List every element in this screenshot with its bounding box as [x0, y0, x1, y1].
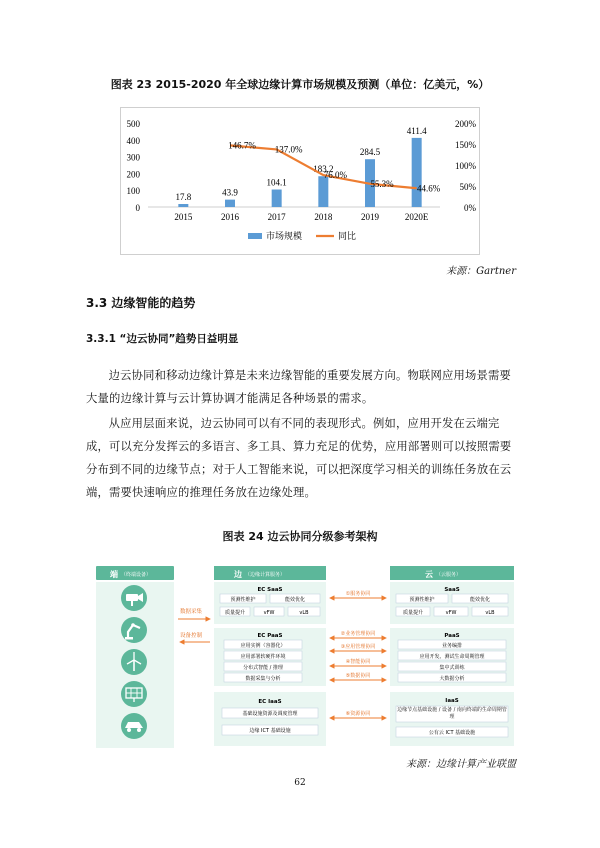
- edge-iaas-item: 基础设施资源及调度管理: [242, 711, 298, 717]
- edge-paas-item: 应用部署软硬件环境: [240, 654, 286, 660]
- edge-head-char: 边: [234, 570, 242, 579]
- x-axis-tick-label: 2017: [267, 212, 286, 222]
- collaboration-arrows: [330, 590, 386, 718]
- edge-cloud-architecture-diagram: [94, 562, 518, 752]
- right-axis-tick-label: 150%: [455, 140, 476, 150]
- bar: [318, 176, 328, 207]
- cloud-saas-item: vFW: [445, 610, 457, 616]
- edge-saas-item: 预测性维护: [230, 597, 256, 603]
- cloud-paas-item: 业务编排: [441, 643, 463, 649]
- cloud-iaas-item: 边缘节点基础设施 / 设备 / 南向终端的生命周期管理: [397, 707, 507, 720]
- edge-column: [214, 566, 326, 746]
- cloud-saas-title: SaaS: [444, 587, 460, 593]
- market-size-chart: [120, 107, 480, 255]
- camera-icon: [121, 585, 147, 611]
- left-axis-tick-label: 0: [135, 203, 140, 213]
- line-data-label: 146.7%: [228, 140, 256, 151]
- cloud-column: [390, 566, 514, 746]
- wind-turbine-icon: [121, 649, 147, 675]
- x-axis-tick-label: 2015: [174, 212, 193, 222]
- paragraph-1: 边云协同和移动边缘计算是未来边缘智能的重要发展方向。物联网应用场景需要大量的边缘计算与云计算协调才能满足各种场景的需求。: [86, 369, 511, 405]
- figure-23-title: 图表 23 2015-2020 年全球边缘计算市场规模及预测（单位：亿美元，%）: [110, 78, 490, 91]
- bar-data-label: 284.5: [359, 147, 381, 158]
- cloud-paas-item: 应用开发、测试生命周期管理: [419, 654, 485, 660]
- data-sync-label: ⑤数据协同: [345, 673, 371, 679]
- edge-paas-item: 应用实例（容器化）: [240, 643, 286, 649]
- line-data-label: 44.6%: [417, 183, 441, 194]
- line-data-label: 76.0%: [323, 170, 347, 181]
- legend-bar-label: 市场规模: [266, 231, 303, 241]
- cloud-saas-item: 预测性维护: [409, 597, 435, 603]
- data-collection-label: 数据采集: [180, 609, 203, 615]
- bar-data-label: 104.1: [266, 177, 287, 188]
- edge-saas-item: vLB: [299, 610, 309, 616]
- cloud-head-sub: （云服务）: [436, 572, 462, 578]
- edge-paas-item: 数据采集与分析: [245, 676, 281, 682]
- cloud-paas-item: 大数据分析: [439, 676, 465, 682]
- device-control-label: 设备控制: [180, 633, 203, 639]
- bar: [272, 190, 282, 207]
- service-sync-label: ①服务协同: [345, 591, 371, 597]
- line-data-label: 137.0%: [274, 144, 303, 155]
- figure-24-title: 图表 24 边云协同分级参考架构: [222, 530, 378, 543]
- left-axis-tick-label: 300: [126, 152, 140, 163]
- legend-line-label: 同比: [338, 231, 357, 241]
- left-axis-tick-label: 100: [126, 186, 140, 197]
- x-axis-tick-label: 2018: [314, 212, 333, 222]
- business-mgmt-sync-label: ②业务管理协同: [340, 631, 376, 637]
- cloud-saas-item: vLB: [485, 610, 495, 616]
- edge-iaas-title: EC IaaS: [258, 699, 282, 705]
- x-axis-tick-label: 2016: [221, 212, 239, 222]
- bar: [412, 138, 422, 207]
- section-heading: 3.3 边缘智能的趋势: [86, 296, 196, 310]
- x-axis-tick-label: 2019: [361, 212, 379, 222]
- line-data-label: 55.3%: [370, 178, 394, 189]
- intelligence-sync-label: ④智能协同: [345, 659, 371, 665]
- device-head-char: 端: [110, 570, 118, 579]
- edge-saas-title: EC SaaS: [257, 587, 283, 593]
- device-column: [96, 566, 174, 748]
- cloud-iaas-title: IaaS: [445, 698, 459, 704]
- edge-head-sub: （边缘计算服务）: [245, 572, 286, 578]
- solar-panel-icon: [121, 681, 147, 707]
- edge-saas-item: vFW: [263, 610, 275, 616]
- bar-data-label: 43.9: [222, 187, 238, 198]
- page-number: 62: [294, 778, 306, 788]
- left-axis-tick-label: 400: [126, 135, 140, 146]
- edge-paas-title: EC PaaS: [257, 633, 283, 639]
- bar: [178, 204, 188, 207]
- figure-23-source: 来源：Gartner: [446, 266, 516, 277]
- right-axis-tick-label: 0%: [464, 203, 476, 213]
- left-axis-tick-label: 500: [126, 119, 140, 129]
- bar-data-label: 183.2: [313, 164, 334, 175]
- figure-24-source: 来源：边缘计算产业联盟: [406, 759, 516, 770]
- cloud-paas-title: PaaS: [444, 633, 460, 639]
- subsection-heading: 3.3.1 “边云协同”趋势日益明显: [86, 333, 239, 345]
- cloud-saas-item: 能效优化: [469, 597, 491, 603]
- app-mgmt-sync-label: ③应用管理协同: [340, 644, 376, 650]
- cloud-iaas-item: 公有云 ICT 基础设施: [428, 730, 476, 736]
- paragraph-2: 从应用层面来说，边云协同可以有不同的表现形式。例如，应用开发在云端完成，可以充分发挥云的多语言、多工具、算力充足的优势，应用部署则可以按照需要分布到不同的边缘节点；对于人工智能来说，可以把深度学习相关的训练任务放在云端，需要快速响应的推理任务放在边缘处理。: [86, 417, 512, 499]
- cloud-saas-item: 质量提升: [402, 610, 424, 616]
- x-axis-tick-label: 2020E: [404, 212, 429, 222]
- edge-paas-item: 分布式智能 / 推理: [243, 665, 283, 671]
- edge-saas-item: 质量提升: [224, 610, 246, 616]
- legend-bar-swatch: [248, 233, 262, 239]
- bar-data-label: 411.4: [406, 125, 427, 136]
- right-axis-tick-label: 50%: [459, 182, 476, 192]
- right-axis-tick-label: 100%: [455, 161, 476, 171]
- left-axis-tick-label: 200: [126, 169, 140, 180]
- bar-data-label: 17.8: [175, 192, 192, 203]
- cloud-paas-item: 集中式训练: [439, 665, 465, 671]
- vehicle-icon: [121, 713, 147, 739]
- cloud-head-char: 云: [425, 570, 433, 579]
- right-axis-tick-label: 200%: [455, 119, 476, 129]
- resource-sync-label: ⑥资源协同: [345, 711, 371, 717]
- robot-arm-icon: [121, 617, 147, 643]
- bar: [225, 200, 235, 207]
- edge-saas-item: 能效优化: [284, 597, 306, 603]
- edge-iaas-item: 边缘 ICT 基础设施: [249, 728, 291, 734]
- device-head-sub: （终端设备）: [121, 572, 152, 578]
